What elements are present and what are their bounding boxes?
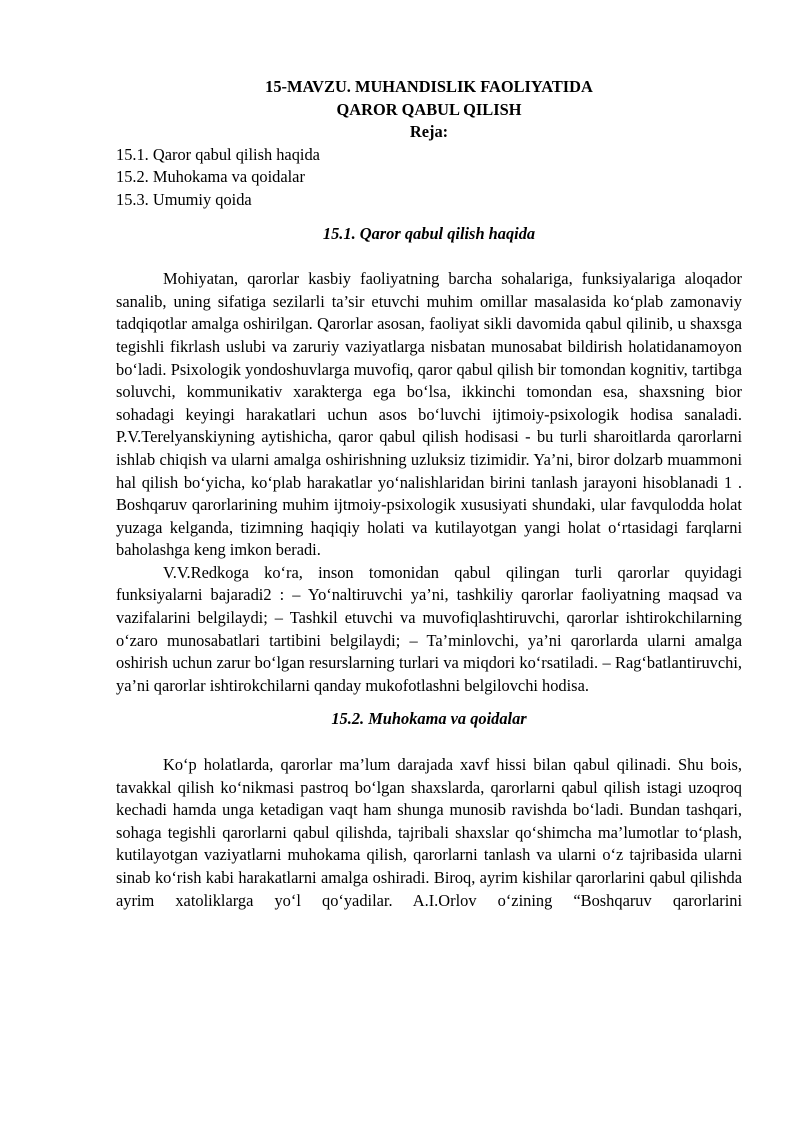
plan-item: 15.3. Umumiy qoida [116, 189, 252, 209]
document-page [116, 76, 742, 912]
document-title-line-2: QAROR QABUL QILISH [336, 99, 522, 119]
plan-heading: Reja: [409, 122, 449, 142]
body-paragraph: Mohiyatan, qarorlar kasbiy faoliyatning barcha sohalariga, funksiyalariga aloqador sanalib, uning sifatiga sezilarli ta’sir etuvchi muhim omillar masalasida ko‘plab zamonaviy tadqiqotlar amalga oshirilgan. Qarorlar asosan, faoliyat sikli davomida qabul qilinib, u shaxsga tegishli fikrlash uslubi va zaruriy vaziyatlarga nisbatan munosabat bildirish holatidanamoyon bo‘ladi. Psixologik yondoshuvlarga muvofiq, qaror qabul qilish bir tomondan kognitiv, tartibga soluvchi, kommunikativ xarakterga ega bo‘lsa, ikkinchi tomondan esa, shaxsning bior sohadagi keyingi harakatlari uchun asos bo‘luvchi ijtimoiy-psixologik hodisa sanaladi. P.V.Terelyanskiyning aytishicha, qaror qabul qilish hodisasi - bu turli sharoitlarda qarorlarni ishlab chiqish va ularni amalga oshirishning uzluksiz tizimidir. Ya’ni, biror dolzarb muammoni hal qilish bo‘yicha, ko‘plab harakatlar yo‘nalishlaridan birini tanlash jarayoni hisoblanadi 1 . Boshqaruv qarorlarining muhim ijtmoiy-psixologik xususiyati shundaki, ular favqulodda holat yuzaga kelganda, tizimning haqiqiy holati va kutilayotgan yangi holat o‘rtasidagi farqlarni baholashga keng imkon beradi. [116, 269, 742, 560]
section-heading: 15.2. Muhokama va qoidalar [331, 709, 527, 729]
section-heading: 15.1. Qaror qabul qilish haqida [322, 223, 536, 243]
document-title-line-1: 15-MAVZU. MUHANDISLIK FAOLIYATIDA [265, 77, 593, 96]
body-paragraph: Ko‘p holatlarda, qarorlar ma’lum darajada xavf hissi bilan qabul qilinadi. Shu bois, tavakkal qilish ko‘nikmasi pastroq bo‘lgan shaxslarda, qarorlarni qabul qilish istagi uzoqroq kechadi hamda unga ketadigan vaqt ham shunga munosib ravishda bo‘ladi. Bundan tashqari, sohaga tegishli qarorlarni qabul qilishda, tajribali shaxslar qo‘shimcha ma’lumotlar to‘plash, kutilayotgan vaziyatlarni muhokama qilish, qarorlarni tanlash va ularni o‘z tajribasida ularni sinab ko‘rish kabi harakatlarni amalga oshiradi. Biroq, ayrim kishilar qarorlarini qabul qilishda ayrim xatoliklarga yo‘l qo‘yadilar. A.I.Orlov o‘zining “Boshqaruv qarorlarini [116, 755, 742, 910]
body-paragraph: V.V.Redkoga ko‘ra, inson tomonidan qabul qilingan turli qarorlar quyidagi funksiyalarni bajaradi2 : – Yo‘naltiruvchi ya’ni, tashkiliy qarorlar faoliyatning maqsad va vazifalarini belgilaydi; – Tashkil etuvchi va muvofiqlashtiruvchi, qarorlar ishtirokchilarning o‘zaro munosabatlari tartibini belgilaydi; – Ta’minlovchi, ya’ni qarorlarda ularni amalga oshirish uchun zarur bo‘lgan resurslarning turlari va miqdori ko‘rsatiladi. – Rag‘batlantiruvchi, ya’ni qarorlar ishtirokchilarni qanday mukofotlashni belgilovchi hodisa. [116, 562, 742, 695]
plan-item: 15.1. Qaror qabul qilish haqida [116, 144, 320, 164]
plan-item: 15.2. Muhokama va qoidalar [116, 167, 305, 187]
